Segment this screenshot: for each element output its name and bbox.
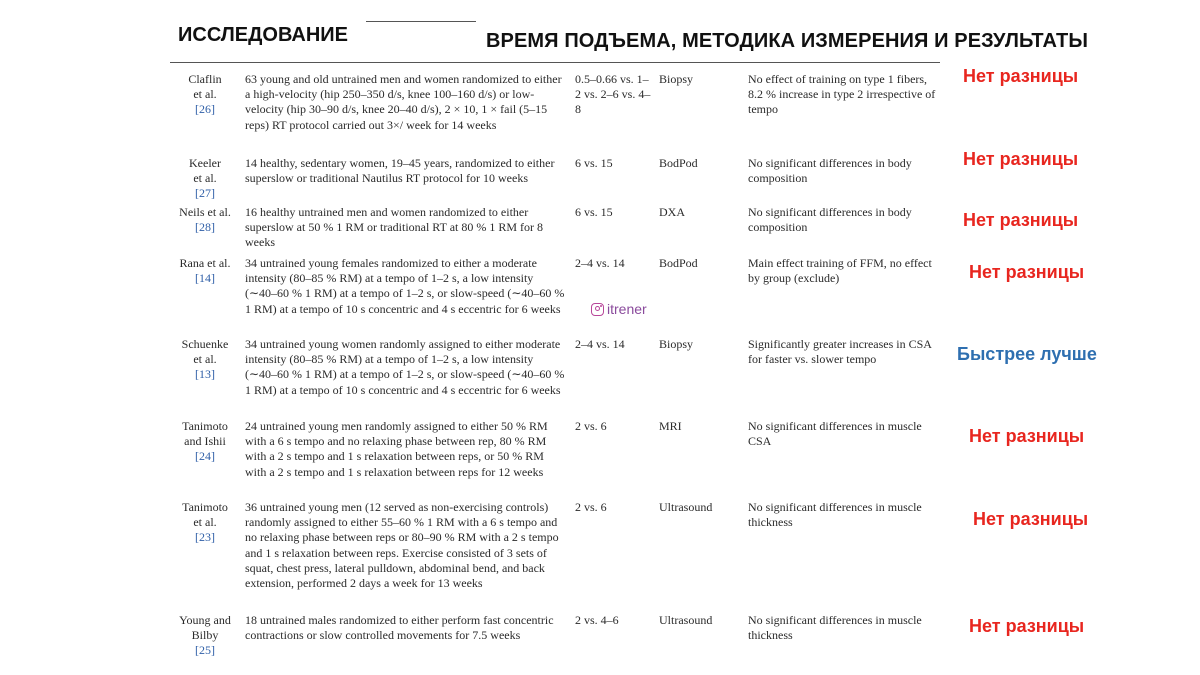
study-name: Schuenke et al.: [181, 337, 229, 367]
study-result: No significant differences in body composition: [748, 205, 912, 235]
study-design: 34 untrained young females randomized to either a moderate intensity (80–85 % RM) at a tempo of 1–2 s, a low intensity (∼40–60 % 1 RM) at a tempo of 1–2 s, or slow-speed (∼40–60 % 1 RM) at a tempo of 10 s concentric and 4 s eccentric for 6 weeks: [245, 256, 565, 316]
verdict-label: Быстрее лучше: [957, 344, 1097, 364]
tempo-value: 6 vs. 15: [575, 205, 613, 219]
study-name: Keeler et al.: [189, 156, 221, 186]
measurement-method: BodPod: [659, 156, 698, 170]
tempo-value: 0.5–0.66 vs. 1–2 vs. 2–6 vs. 4–8: [575, 72, 651, 117]
study-name: Neils et al.: [179, 205, 231, 219]
study-cell: [172, 156, 238, 202]
study-design: 24 untrained young men randomly assigned to either 50 % RM with a 6 s tempo and no relaxing phase between rep, 80 % RM with a 2 s tempo and 1 s relaxation between reps, or 50 % RM with a 2 s tempo and 1 s relaxation between reps for 12 weeks: [245, 419, 548, 479]
tempo-value: 6 vs. 15: [575, 156, 613, 170]
study-result: Significantly greater increases in CSA for faster vs. slower tempo: [748, 337, 932, 367]
study-cell: [172, 500, 238, 546]
verdict-label: Нет разницы: [963, 149, 1079, 169]
study-cell: [172, 256, 238, 286]
tempo-value: 2–4 vs. 14: [575, 256, 625, 270]
study-cell: [172, 613, 238, 659]
verdict-label: Нет разницы: [973, 509, 1089, 529]
verdict-label: Нет разницы: [969, 616, 1085, 636]
study-cell: [172, 72, 238, 118]
study-design: 34 untrained young women randomly assigned to either moderate intensity (80–85 % RM) at a tempo of 1–2 s, a low intensity (∼40–60 % 1 RM) at a tempo of 1–2 s, or slow-speed (∼40–60 % 1 RM) at a tempo of 10 s concentric and 4 s eccentric for 6 weeks: [245, 337, 565, 397]
study-reference-link: [24]: [195, 449, 215, 464]
study-result: No significant differences in body composition: [748, 156, 912, 186]
study-name: Rana et al.: [179, 256, 231, 270]
study-result: No significant differences in muscle CSA: [748, 419, 922, 449]
study-design: 16 healthy untrained men and women randomized to either superslow at 50 % 1 RM or traditional RT at 80 % 1 RM for 8 weeks: [245, 205, 544, 250]
study-name: Tanimoto et al.: [182, 500, 228, 530]
measurement-method: Ultrasound: [659, 500, 713, 514]
study-name: Young and Bilby: [179, 613, 231, 643]
study-result: Main effect training of FFM, no effect by group (exclude): [748, 256, 932, 286]
study-result: No effect of training on type 1 fibers, 8.2 % increase in type 2 irrespective of tempo: [748, 72, 936, 117]
study-reference-link: [28]: [195, 220, 215, 235]
tempo-value: 2 vs. 6: [575, 419, 607, 433]
measurement-method: Biopsy: [659, 72, 694, 86]
verdict-label: Нет разницы: [969, 426, 1085, 446]
study-reference-link: [26]: [195, 102, 215, 117]
measurement-method: Ultrasound: [659, 613, 713, 627]
instagram-watermark: [591, 301, 647, 317]
study-result: No significant differences in muscle thickness: [748, 613, 922, 643]
study-name: Claflin et al.: [188, 72, 222, 102]
study-result: No significant differences in muscle thickness: [748, 500, 922, 530]
watermark-handle: itrener: [607, 301, 647, 317]
study-reference-link: [23]: [195, 530, 215, 545]
study-reference-link: [25]: [195, 643, 215, 658]
instagram-icon: [591, 303, 604, 316]
header-study-label: ИССЛЕДОВАНИЕ: [178, 24, 348, 46]
study-design: 18 untrained males randomized to either perform fast concentric contractions or slow controlled movements for 7.5 weeks: [245, 613, 554, 643]
study-name: Tanimoto and Ishii: [182, 419, 228, 449]
study-cell: [172, 205, 238, 235]
tempo-value: 2 vs. 4–6: [575, 613, 619, 627]
table-top-rule: [170, 62, 940, 63]
tempo-value: 2–4 vs. 14: [575, 337, 625, 351]
tempo-value: 2 vs. 6: [575, 500, 607, 514]
study-reference-link: [13]: [195, 367, 215, 382]
study-design: 14 healthy, sedentary women, 19–45 years, randomized to either superslow or traditional Nautilus RT protocol for 10 weeks: [245, 156, 555, 186]
study-reference-link: [14]: [195, 271, 215, 286]
study-cell: [172, 419, 238, 465]
study-cell: [172, 337, 238, 383]
study-design: 36 untrained young men (12 served as non-exercising controls) randomly assigned to either 55–60 % 1 RM with a 6 s tempo and no relaxing phase between reps or 80–90 % RM with a 2 s tempo and 1 s relaxation between reps. Exercise consisted of 3 sets of squat, chest press, lateral pulldown, abdominal bend, and back extension, performed 2 days a week for 13 weeks: [245, 500, 559, 591]
study-design: 63 young and old untrained men and women randomized to either a high-velocity (hip 250–350 d/s, knee 100–160 d/s) or low-velocity (hip 30–90 d/s, knee 20–40 d/s), 2 × 10, 1 × fail (5–15 reps) RT protocol carried out 3×/ week for 14 weeks: [245, 72, 562, 132]
verdict-label: Нет разницы: [963, 210, 1079, 230]
verdict-label: Нет разницы: [963, 66, 1079, 86]
measurement-method: Biopsy: [659, 337, 694, 351]
measurement-method: MRI: [659, 419, 682, 433]
header-subtitle: ВРЕМЯ ПОДЪЕМА, МЕТОДИКА ИЗМЕРЕНИЯ И РЕЗУЛЬТАТЫ: [486, 30, 1089, 52]
measurement-method: DXA: [659, 205, 685, 219]
measurement-method: BodPod: [659, 256, 698, 270]
header-underline: [366, 21, 476, 22]
verdict-label: Нет разницы: [969, 262, 1085, 282]
study-reference-link: [27]: [195, 186, 215, 201]
